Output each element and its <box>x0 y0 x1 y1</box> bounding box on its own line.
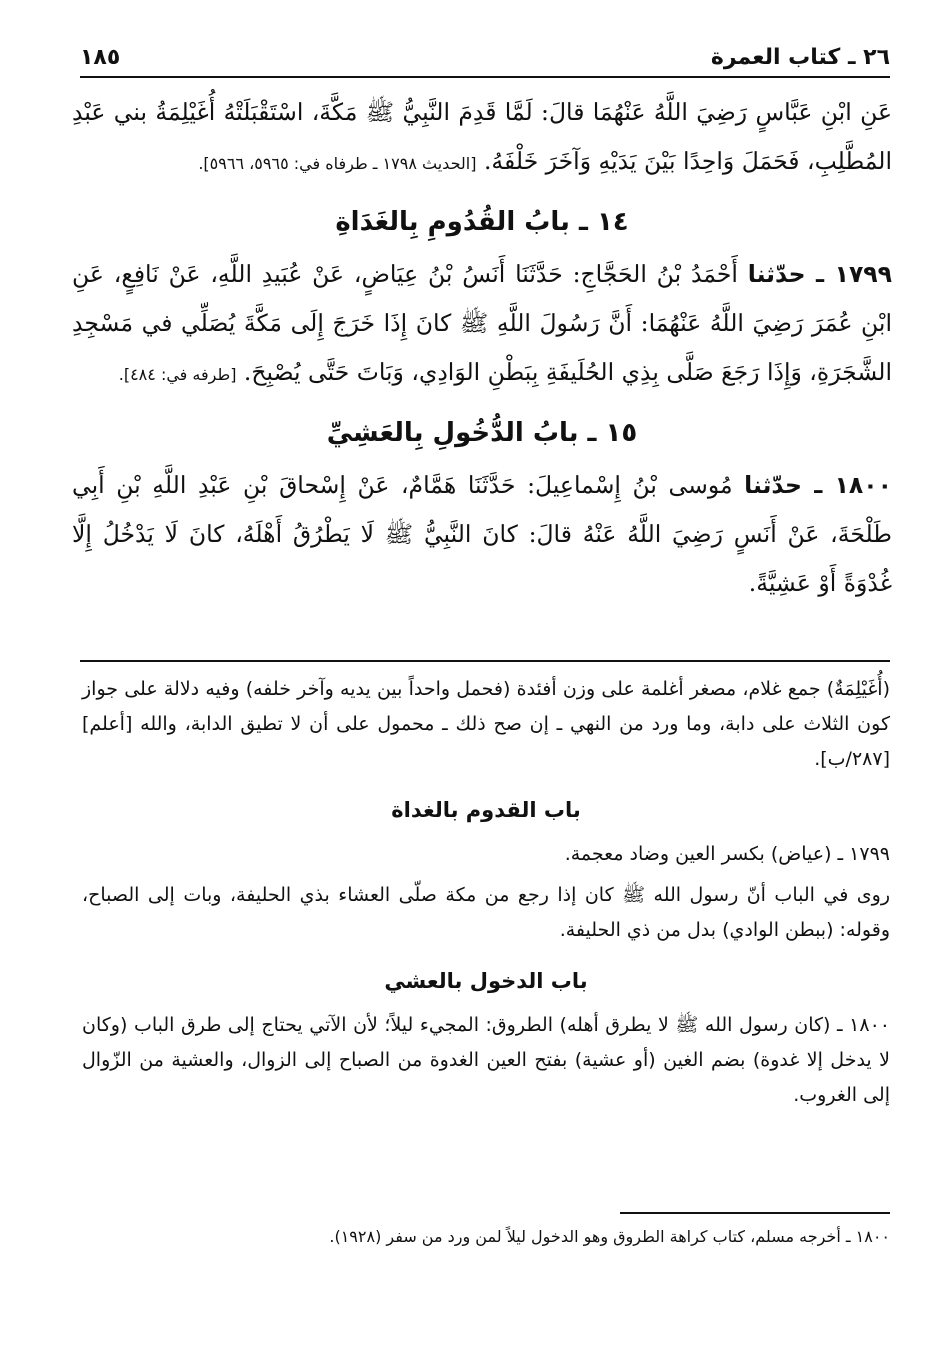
footnote: ١٨٠٠ ـ أخرجه مسلم، كتاب كراهة الطروق وهو الدخول ليلاً لمن ورد من سفر (١٩٢٨). <box>329 1227 890 1246</box>
commentary-heading-1: باب القدوم بالغداة <box>391 798 581 822</box>
main-text <box>72 88 892 614</box>
hadith-1800-paragraph <box>72 461 892 608</box>
hadith-1798-reference: [الحديث ١٧٩٨ ـ طرفاه في: ٥٩٦٥، ٥٩٦٦]. <box>198 154 477 173</box>
hadith-1799-paragraph <box>72 250 892 399</box>
hadith-1798-paragraph <box>72 88 892 188</box>
commentary-section <box>82 672 890 1119</box>
commentary-heading-2: باب الدخول بالعشي <box>384 969 588 993</box>
commentary-paragraph-1: (أُغَيْلِمَةٌ) جمع غلام، مصغر أغلمة على وزن أفئدة (فحمل واحداً بين يديه وآخر خلفه) وفيه دلالة على جواز كون الثلاث على دابة، وما ورد من النهي ـ إن صح ذلك ـ محمول على أن لا تطيق الدابة، والله [أعلم] [٢٨٧/ب]. <box>82 678 890 770</box>
hadith-1800-number: ١٨٠٠ ـ حدّثنا <box>744 471 892 499</box>
commentary-paragraph-3: روى في الباب أنّ رسول الله ﷺ كان إذا رجع من مكة صلّى العشاء بذي الحليفة، وبات إلى الصباح، وقوله: (ببطن الوادي) بدل من ذي الحليفة. <box>82 884 890 941</box>
hadith-1799-text: أَحْمَدُ بْنُ الحَجَّاجِ: حَدَّثَنَا أَنَسُ بْنُ عِيَاضٍ، عَنْ عُبَيدِ اللَّهِ، عَنْ نَافِعٍ، عَنِ ابْنِ عُمَرَ رَضِيَ اللَّهُ عَنْهُمَا: أَنَّ رَسُولَ اللَّهِ ﷺ كانَ إِذَا خَرَجَ إِلَى مَكَّةَ يُصَلِّي في مَسْجِدِ الشَّجَرَةِ، وَإِذَا رَجَعَ صَلَّى بِذِي الحُلَيفَةِ بِبَطْنِ الوَادِي، وَبَاتَ حَتَّى يُصْبِحَ. <box>72 260 892 386</box>
header-divider <box>80 76 890 78</box>
running-header <box>80 30 890 70</box>
page-number: ١٨٥ <box>80 45 121 70</box>
commentary-paragraph-4: ١٨٠٠ ـ (كان رسول الله ﷺ لا يطرق أهله) الطروق: المجيء ليلاً؛ لأن الآتي يحتاج إلى طرق الباب (وكان لا يدخل إلا غدوة) بضم الغين (أو عشية) بفتح العين الغدوة من الصباح إلى الزوال، والعشية من الزّوال إلى الغروب. <box>82 1014 890 1106</box>
hadith-1799-number: ١٧٩٩ ـ حدّثنا <box>747 260 892 288</box>
commentary-divider <box>80 660 890 662</box>
commentary-paragraph-2: ١٧٩٩ ـ (عياض) بكسر العين وضاد معجمة. <box>564 843 890 865</box>
hadith-1799-reference: [طرفه في: ٤٨٤]. <box>118 365 237 384</box>
footnote-divider <box>620 1212 890 1214</box>
chapter-title: ٢٦ ـ كتاب العمرة <box>710 45 890 70</box>
hadith-1800-text: مُوسى بْنُ إِسْماعِيلَ: حَدَّثَنَا هَمَّامٌ، عَنْ إِسْحاقَ بْنِ عَبْدِ اللَّهِ بْنِ أَبِي طَلْحَةَ، عَنْ أَنَسٍ رَضِيَ اللَّهُ عَنْهُ قالَ: كانَ النَّبِيُّ ﷺ لَا يَطْرُقُ أَهْلَهُ، كانَ لَا يَدْخُلُ إِلَّا غُدْوَةً أَوْ عَشِيَّةً. <box>72 471 892 597</box>
chapter-14-heading: ١٤ ـ بابُ القُدُومِ بِالغَدَاةِ <box>335 207 629 237</box>
hadith-1798-text: عَنِ ابْنِ عَبَّاسٍ رَضِيَ اللَّهُ عَنْهُمَا قالَ: لَمَّا قَدِمَ النَّبِيُّ ﷺ مَكَّةَ، اسْتَقْبَلَتْهُ أُغَيْلِمَةُ بني عَبْدِ المُطَّلِبِ، فَحَمَلَ وَاحِدًا بَيْنَ يَدَيْهِ وَآخَرَ خَلْفَهُ. <box>72 98 892 175</box>
chapter-15-heading: ١٥ ـ بابُ الدُّخُولِ بِالعَشِيِّ <box>326 418 638 448</box>
